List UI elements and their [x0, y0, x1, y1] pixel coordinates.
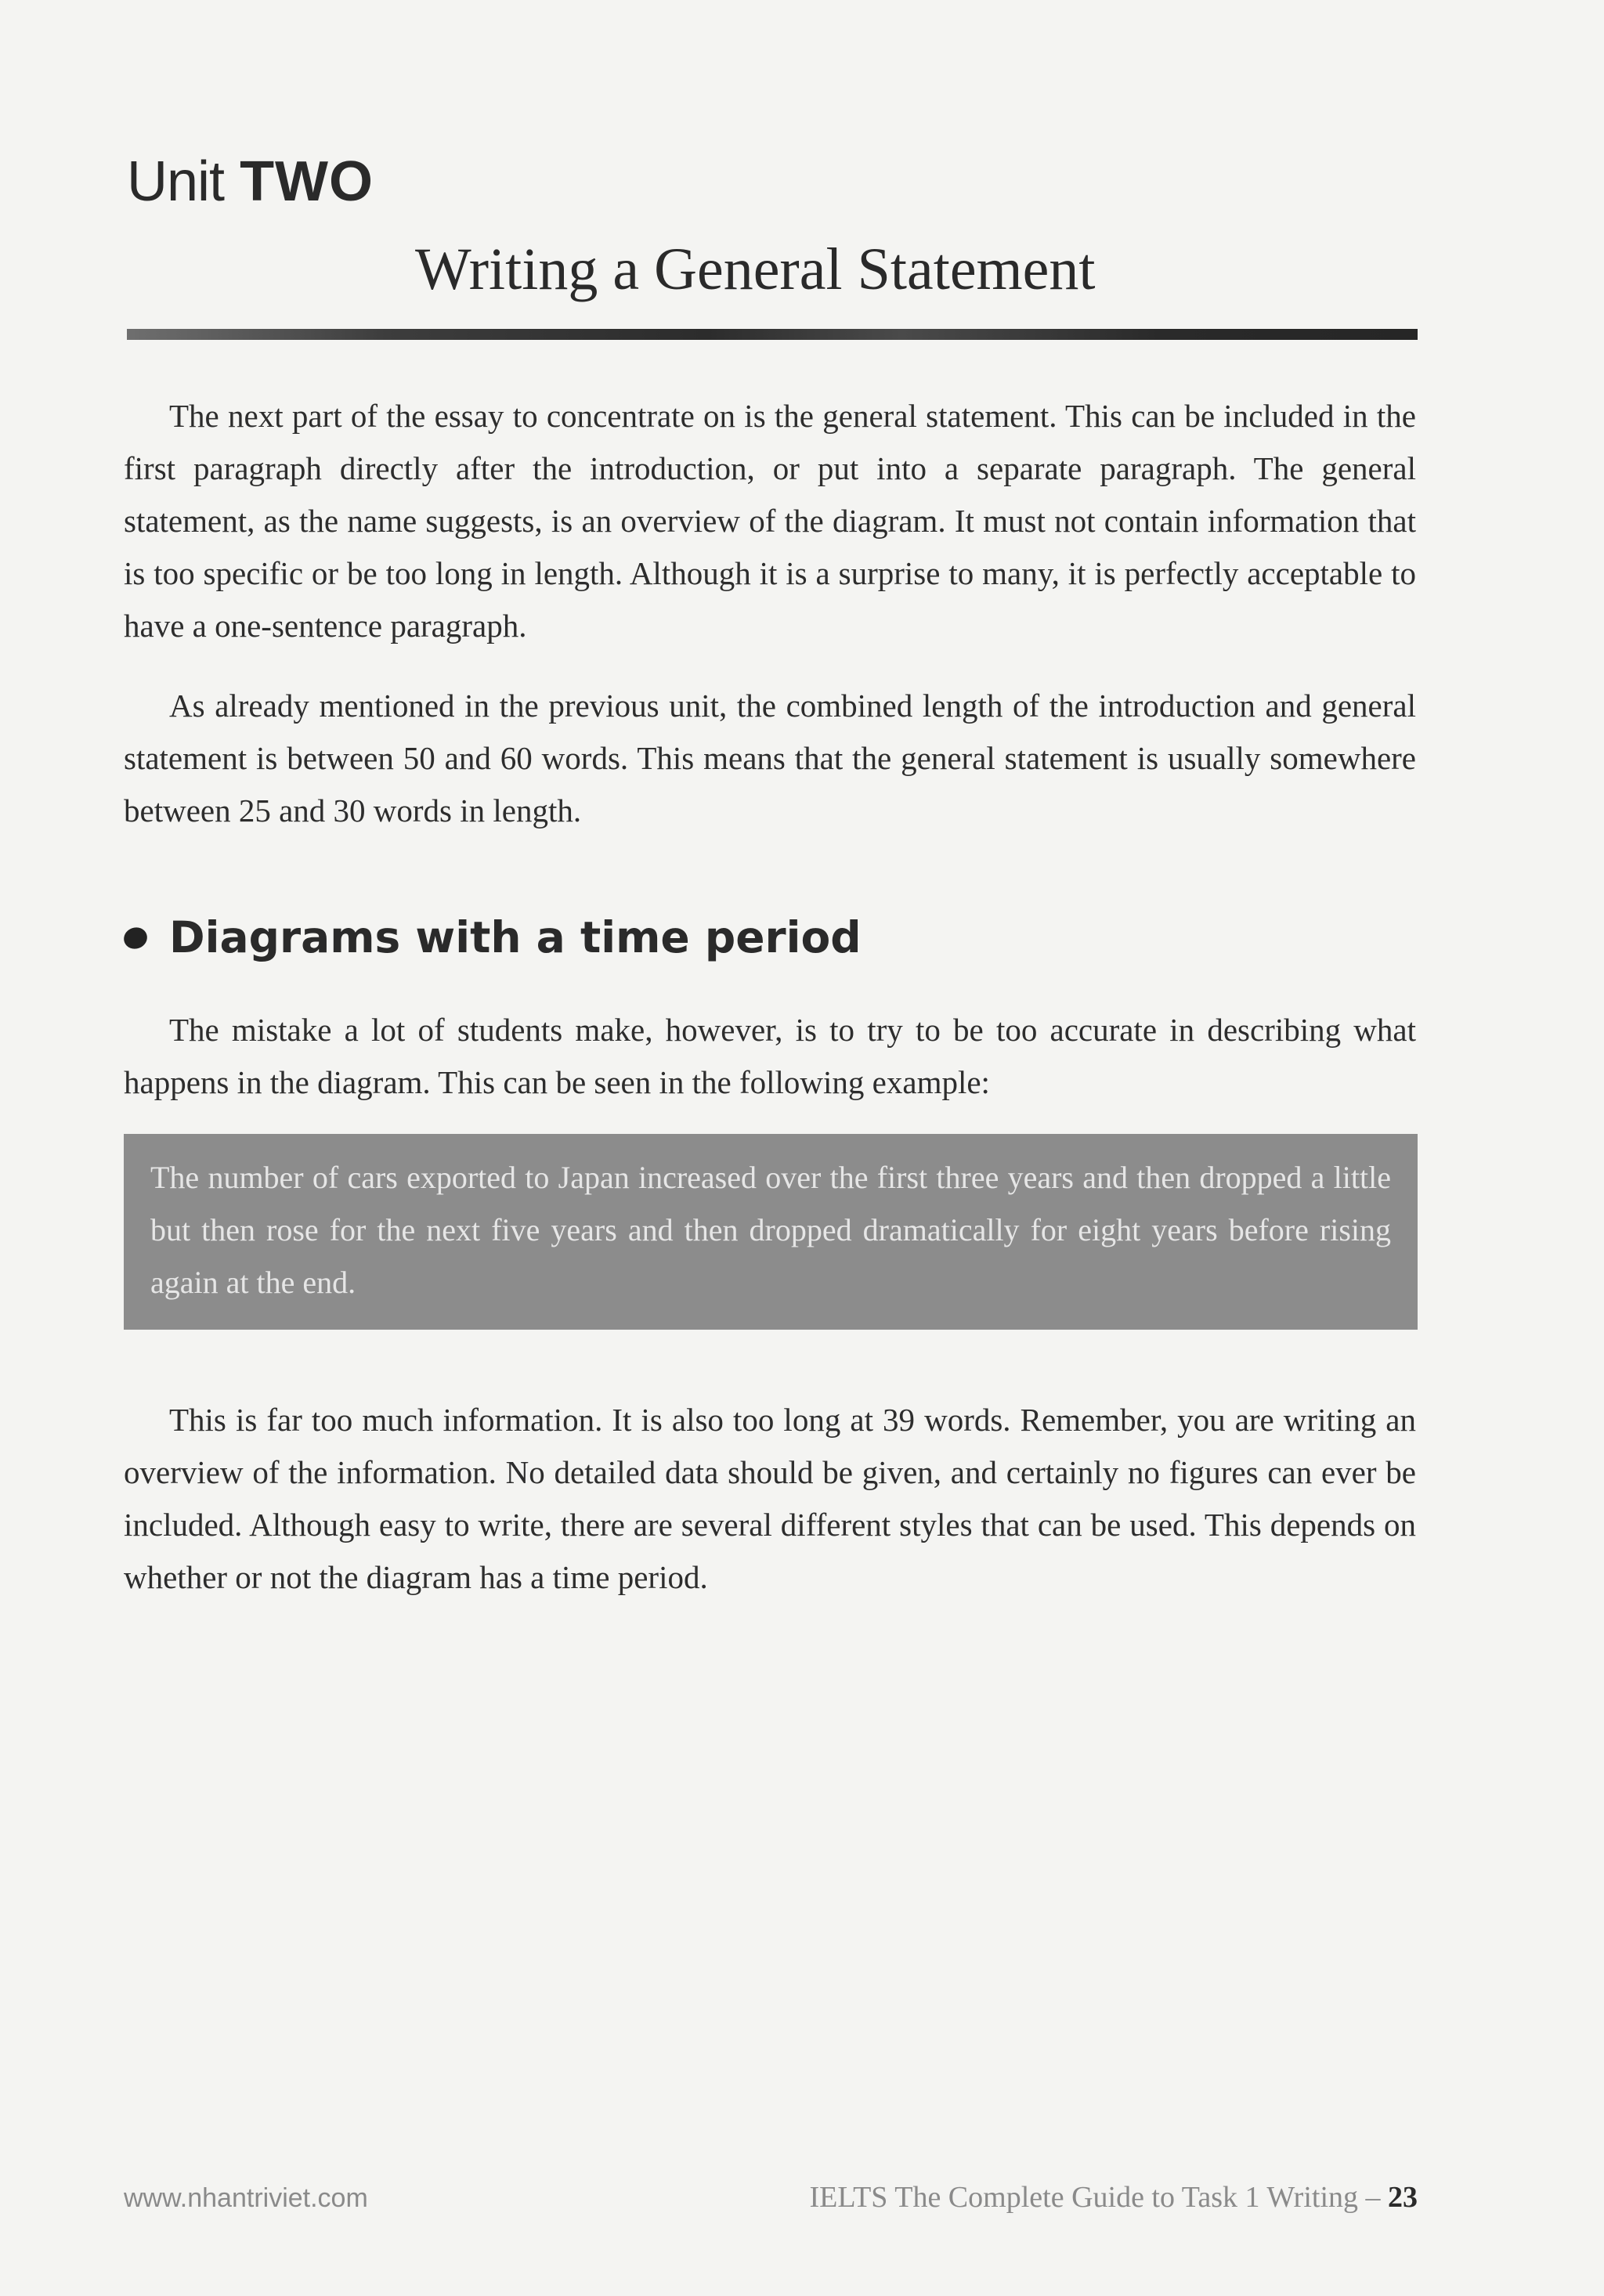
example-text: The number of cars exported to Japan increased over the first three years and then dropped a little but then rose for the next five years and then dropped dramatically for eight years before rising again at the end.	[150, 1160, 1391, 1300]
unit-number: TWO	[240, 150, 374, 213]
paragraph-intro: The next part of the essay to concentrate on is the general statement. This can be included in the first paragraph directly after the introduction, or put into a separate paragraph. The general statement, as the name suggests, is an overview of the diagram. It must not contain information that is too specific or be too long in length. Although it is a surprise to many, it is perfectly acceptable to have a one-sentence paragraph.	[124, 398, 1416, 644]
title-divider	[127, 329, 1418, 340]
page-title: Writing a General Statement	[415, 236, 1096, 302]
page-number: 23	[1388, 2181, 1418, 2214]
paragraph-overview: This is far too much information. It is also too long at 39 words. Remember, you are writing an overview of the information. No detailed data should be given, and certainly no figures can ever be included. Although easy to write, there are several different styles that can be used. This depends on whether or not the diagram has a time period.	[124, 1402, 1416, 1595]
paragraph-mistake: The mistake a lot of students make, however, is to try to be too accurate in describing what happens in the diagram. This can be seen in the following example:	[124, 1012, 1416, 1100]
section-heading	[124, 912, 862, 962]
section-heading-text: Diagrams with a time period	[169, 912, 862, 962]
example-box	[124, 1134, 1418, 1330]
bullet-icon	[121, 924, 150, 952]
footer-book-title: IELTS The Complete Guide to Task 1 Writing –	[809, 2181, 1388, 2214]
footer-website: www.nhantriviet.com	[124, 2183, 368, 2213]
unit-word: Unit	[127, 150, 225, 213]
paragraph-length: As already mentioned in the previous unit, the combined length of the introduction and general statement is between 50 and 60 words. This means that the general statement is usually somewhere between 25 and 30 words in length.	[124, 688, 1416, 829]
footer-book-info	[809, 2180, 1418, 2215]
unit-label	[127, 150, 374, 213]
